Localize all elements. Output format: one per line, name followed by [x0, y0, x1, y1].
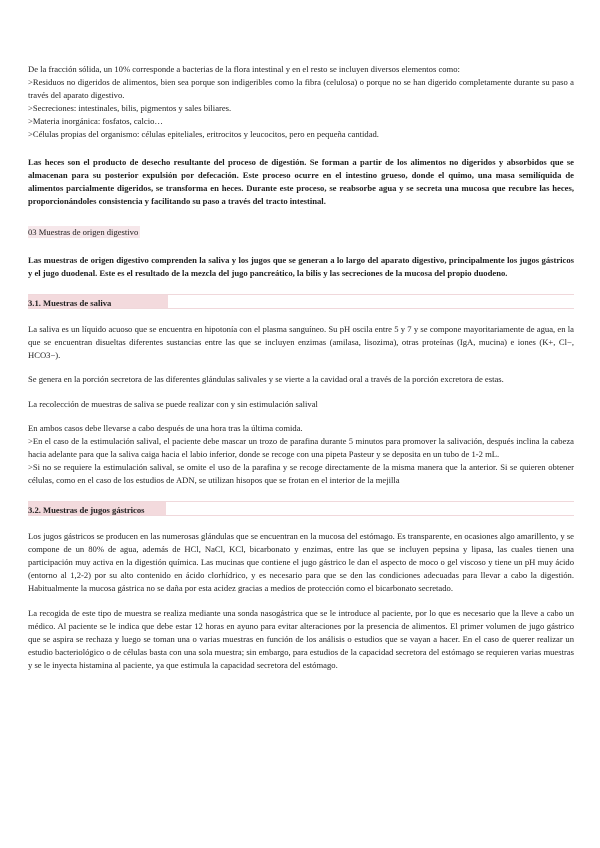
section-03-heading: 03 Muestras de origen digestivo: [28, 226, 139, 237]
intro-line-4: >Materia inorgánica: fosfatos, calcio…: [28, 116, 163, 127]
section-3-1: [28, 294, 574, 487]
intro-block: [28, 63, 574, 142]
intro-line-5: >Células propias del organismo: células epiteliales, eritrocitos y leucocitos, pero en pequeña cantidad.: [28, 129, 379, 140]
section-3-1-heading: 3.1. Muestras de saliva: [28, 298, 112, 309]
intro-line-3: >Secreciones: intestinales, bilis, pigmentos y sales biliares.: [28, 103, 232, 114]
section-3-2-heading-bar: [28, 501, 574, 516]
saliva-paragraph-3: La recolección de muestras de saliva se puede realizar con y sin estimulación salival: [28, 398, 318, 409]
saliva-paragraph-1: La saliva es un líquido acuoso que se encuentra en hipotonía con el plasma sanguíneo. Su pH oscila entre 5 y 7 y se compone mayoritariamente de agua, en la que se encuentran disueltas diferentes sustancias entre las que se incluyen enzimas (amilasa, lisozima), otras proteínas (IgA, mucina) e iones (K+, Cl−, HCO3−).: [28, 324, 574, 361]
saliva-paragraph-2: Se genera en la porción secretora de las diferentes glándulas salivales y se vierte a la cavidad oral a través de la porción excretora de estas.: [28, 374, 504, 385]
section-03-paragraph: Las muestras de origen digestivo comprenden la saliva y los jugos que se generan a lo largo del aparato digestivo, principalmente los jugos gástricos y el jugo duodenal. Este es el resultado de la mezcla del jugo pancreático, la bilis y las secreciones de la mucosa del propio duodeno.: [28, 254, 574, 279]
gastric-paragraph-1: Los jugos gástricos se producen en las numerosas glándulas que se encuentran en la mucosa del estómago. Es transparente, en ocasiones algo amarillento, y se compone de un 80% de agua, además de HCl, NaCl, KCl, bicarbonato y enzimas, entre las que se incluyen pepsina y lipasa, las cuales tienen una participación muy activa en la digestión química. Las mucinas que contiene el jugo gástrico le dan el aspecto de moco o gel viscoso y tiene un pH muy ácido (entorno al 1,2-2) por su alto contenido en ácido clorhídrico, y es necesario para que se den las condiciones adecuadas para llevar a cabo la digestión. Habitualmente la mucosa gástrica no se daña por esta acidez gracias a medios de protección como el bicarbonato secretado.: [28, 531, 574, 594]
section-3-2-heading: 3.2. Muestras de jugos gástricos: [28, 505, 145, 516]
saliva-paragraph-4a: En ambos casos debe llevarse a cabo después de una hora tras la última comida.: [28, 422, 303, 433]
intro-line-2: >Residuos no digeridos de alimentos, bien sea porque son indigeribles como la fibra (celulosa) o porque no se han digerido completamente durante su paso a través del aparato digestivo.: [28, 77, 574, 101]
saliva-paragraph-4b: >En el caso de la estimulación salival, el paciente debe mascar un trozo de parafina durante 5 minutos para promover la salivación, después inclina la cabeza hacia adelante para que la saliva caiga hacia el labio inferior, donde se recoge con una pipeta Pasteur y se deposita en un tubo de 1-2 mL.: [28, 435, 574, 459]
saliva-paragraph-4c: >Si no se requiere la estimulación salival, se omite el uso de la parafina y se recoge directamente de la misma manera que la anterior. Si se quieren obtener células, como en el caso de los estudios de ADN, se utilizan hisopos que se frotan en el interior de la mejilla: [28, 461, 574, 485]
section-3-2: [28, 501, 574, 672]
section-03: [28, 222, 574, 280]
gastric-paragraph-2: La recogida de este tipo de muestra se realiza mediante una sonda nasogástrica que se le introduce al paciente, por lo que es necesario que la lleve a cabo un médico. Al paciente se le indica que debe estar 12 horas en ayuno para evitar alteraciones por la presencia de alimentos. El primer volumen de jugo gástrico que se aspira se rechaza y luego se toman una o varias muestras en función de los análisis o estudios que se vayan a hacer. En el caso de querer realizar un estudio bacteriológico o de células basta con una sola muestra; sin embargo, para estudios de la capacidad secretora del estómago se requieren varias muestras y se le inyecta histamina al paciente, ya que estimula la capacidad secretora del estómago.: [28, 607, 574, 670]
intro-line-1: De la fracción sólida, un 10% corresponde a bacterias de la flora intestinal y en el resto se incluyen diversos elementos como:: [28, 64, 460, 74]
heces-paragraph: Las heces son el producto de desecho resultante del proceso de digestión. Se forman a partir de los alimentos no digeridos y absorbidos que se almacenan para su posterior expulsión por defecación. Este proceso ocurre en el intestino grueso, donde el quimo, una masa semilíquida de alimentos parcialmente digeridos, se transforma en heces. Durante este proceso, se reabsorbe agua y se secreta una mucosa que recubre las heces, proporcionándoles consistencia y facilitando su paso a través del tracto intestinal.: [28, 156, 574, 206]
section-3-1-heading-bar: [28, 294, 574, 309]
